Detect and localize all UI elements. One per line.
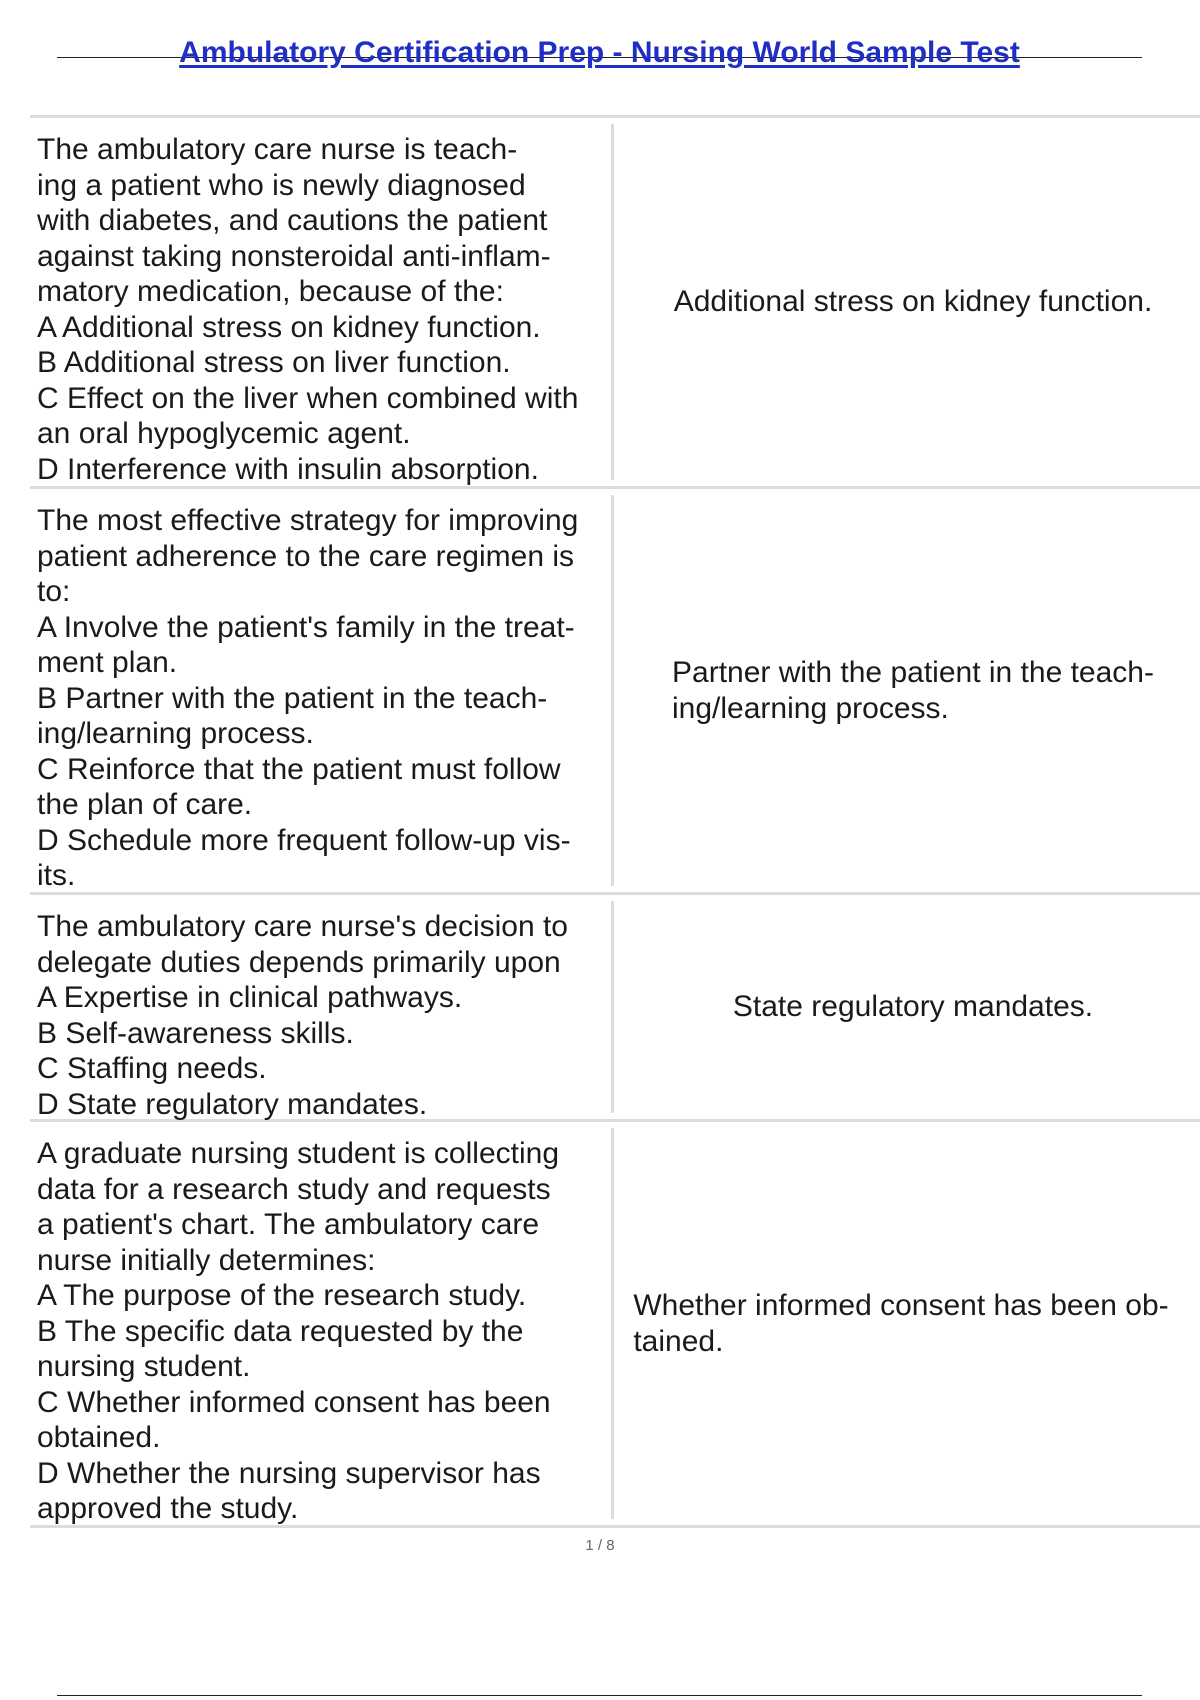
document-header (57, 30, 1142, 82)
answer-cell (614, 118, 1200, 486)
answer-cell (614, 895, 1200, 1119)
answer-text: Partner with the patient in the teach- ing/learning process. (672, 655, 1154, 725)
footer-rule (57, 1695, 1142, 1696)
flashcard-row (30, 489, 1200, 895)
page-number: 1 / 8 (585, 1537, 615, 1554)
answer-cell (614, 1122, 1200, 1525)
question-text: The ambulatory care nurse is teach- ing a patient who is newly diagnosed with diabetes, and cautions the patient against taking nonsteroidal anti-inflam- matory medication, because of the: A Additional stress on kidney function. B Additional stress on liver function. C Effect on the liver when combined with an oral hypoglycemic agent. D Interference with insulin absorption. (30, 124, 614, 480)
flashcard-row (30, 1122, 1200, 1528)
answer-text: Whether informed consent has been ob- tained. (633, 1288, 1169, 1358)
answer-cell (614, 489, 1200, 892)
flashcard-table (30, 115, 1200, 1528)
answer-text: Additional stress on kidney function. (673, 285, 1153, 318)
question-text: The most effective strategy for improving patient adherence to the care regimen is to: A Involve the patient's family in the treat- ment plan. B Partner with the patient in the teach- ing/learning process. C Reinforce that the patient must follow the plan of care. D Schedule more frequent follow-up vis- its. (30, 495, 614, 886)
document-title: Ambulatory Certification Prep - Nursing World Sample Test (179, 36, 1020, 69)
question-text: The ambulatory care nurse's decision to delegate duties depends primarily upon A Expertise in clinical pathways. B Self-awareness skills. C Staffing needs. D State regulatory mandates. (30, 901, 614, 1113)
answer-text: State regulatory mandates. (732, 990, 1094, 1023)
question-text: A graduate nursing student is collecting data for a research study and requests a patient's chart. The ambulatory care nurse initially determines: A The purpose of the research study. B The specific data requested by the nursing student. C Whether informed consent has been obtained. D Whether the nursing supervisor has approved the study. (30, 1128, 614, 1519)
flashcard-row (30, 118, 1200, 489)
flashcard-row (30, 895, 1200, 1122)
